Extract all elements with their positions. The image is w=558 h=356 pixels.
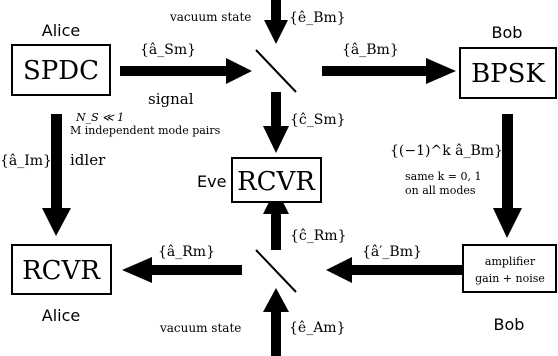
mode-e-A-label: {ê_Am} [289, 320, 346, 336]
mode-c-S-label: {ĉ_Sm} [290, 112, 346, 128]
mode-a-I-label: {â_Im} [0, 153, 52, 169]
vacuum-bottom-label: vacuum state [160, 321, 242, 335]
mode-a-S-label: {â_Sm} [140, 42, 197, 58]
signal-label: signal [148, 90, 194, 108]
alice-rcvr-label: RCVR [22, 256, 100, 286]
bob-bottom-label: Bob [493, 315, 525, 334]
beamsplitter-lower [256, 250, 296, 292]
amplifier-label-2: gain + noise [475, 272, 545, 285]
arrow-splitter-to-alice [122, 257, 242, 283]
idler-label: idler [70, 151, 106, 169]
arrow-spdc-to-splitter [120, 58, 252, 84]
arrow-splitter-to-bpsk [322, 58, 456, 84]
condition-modes-label: M independent mode pairs [70, 124, 221, 137]
mode-a-B-prime-label: {â′_Bm} [362, 244, 422, 260]
phase-flip-label: {(−1)^k â_Bm} [390, 143, 503, 159]
alice-bottom-label: Alice [41, 306, 81, 325]
arrow-amplifier-to-splitter [326, 257, 462, 283]
vacuum-top-label: vacuum state [170, 10, 252, 24]
condition-ns-label: N_S ≪ 1 [76, 111, 125, 124]
on-all-modes-label: on all modes [405, 184, 476, 197]
mode-c-R-label: {ĉ_Rm} [290, 228, 347, 244]
eve-label: Eve [197, 172, 227, 191]
bob-top-label: Bob [491, 23, 523, 42]
beamsplitter-upper [256, 50, 296, 92]
arrow-vacuum-top [264, 0, 288, 44]
arrow-idler [42, 114, 71, 236]
spdc-label: SPDC [22, 56, 100, 86]
mode-a-R-label: {â_Rm} [158, 244, 215, 260]
bpsk-label: BPSK [471, 59, 545, 89]
arrow-splitter-to-eve [263, 92, 289, 153]
mode-a-B-label: {â_Bm} [342, 42, 399, 58]
mode-e-B-label: {ê_Bm} [289, 10, 346, 26]
arrow-bpsk-to-amplifier [493, 114, 522, 238]
amplifier-label-1: amplifier [484, 255, 536, 268]
arrow-vacuum-bottom [263, 288, 289, 356]
alice-top-label: Alice [41, 21, 81, 40]
same-k-label: same k = 0, 1 [405, 170, 482, 183]
eve-rcvr-label: RCVR [237, 167, 315, 197]
